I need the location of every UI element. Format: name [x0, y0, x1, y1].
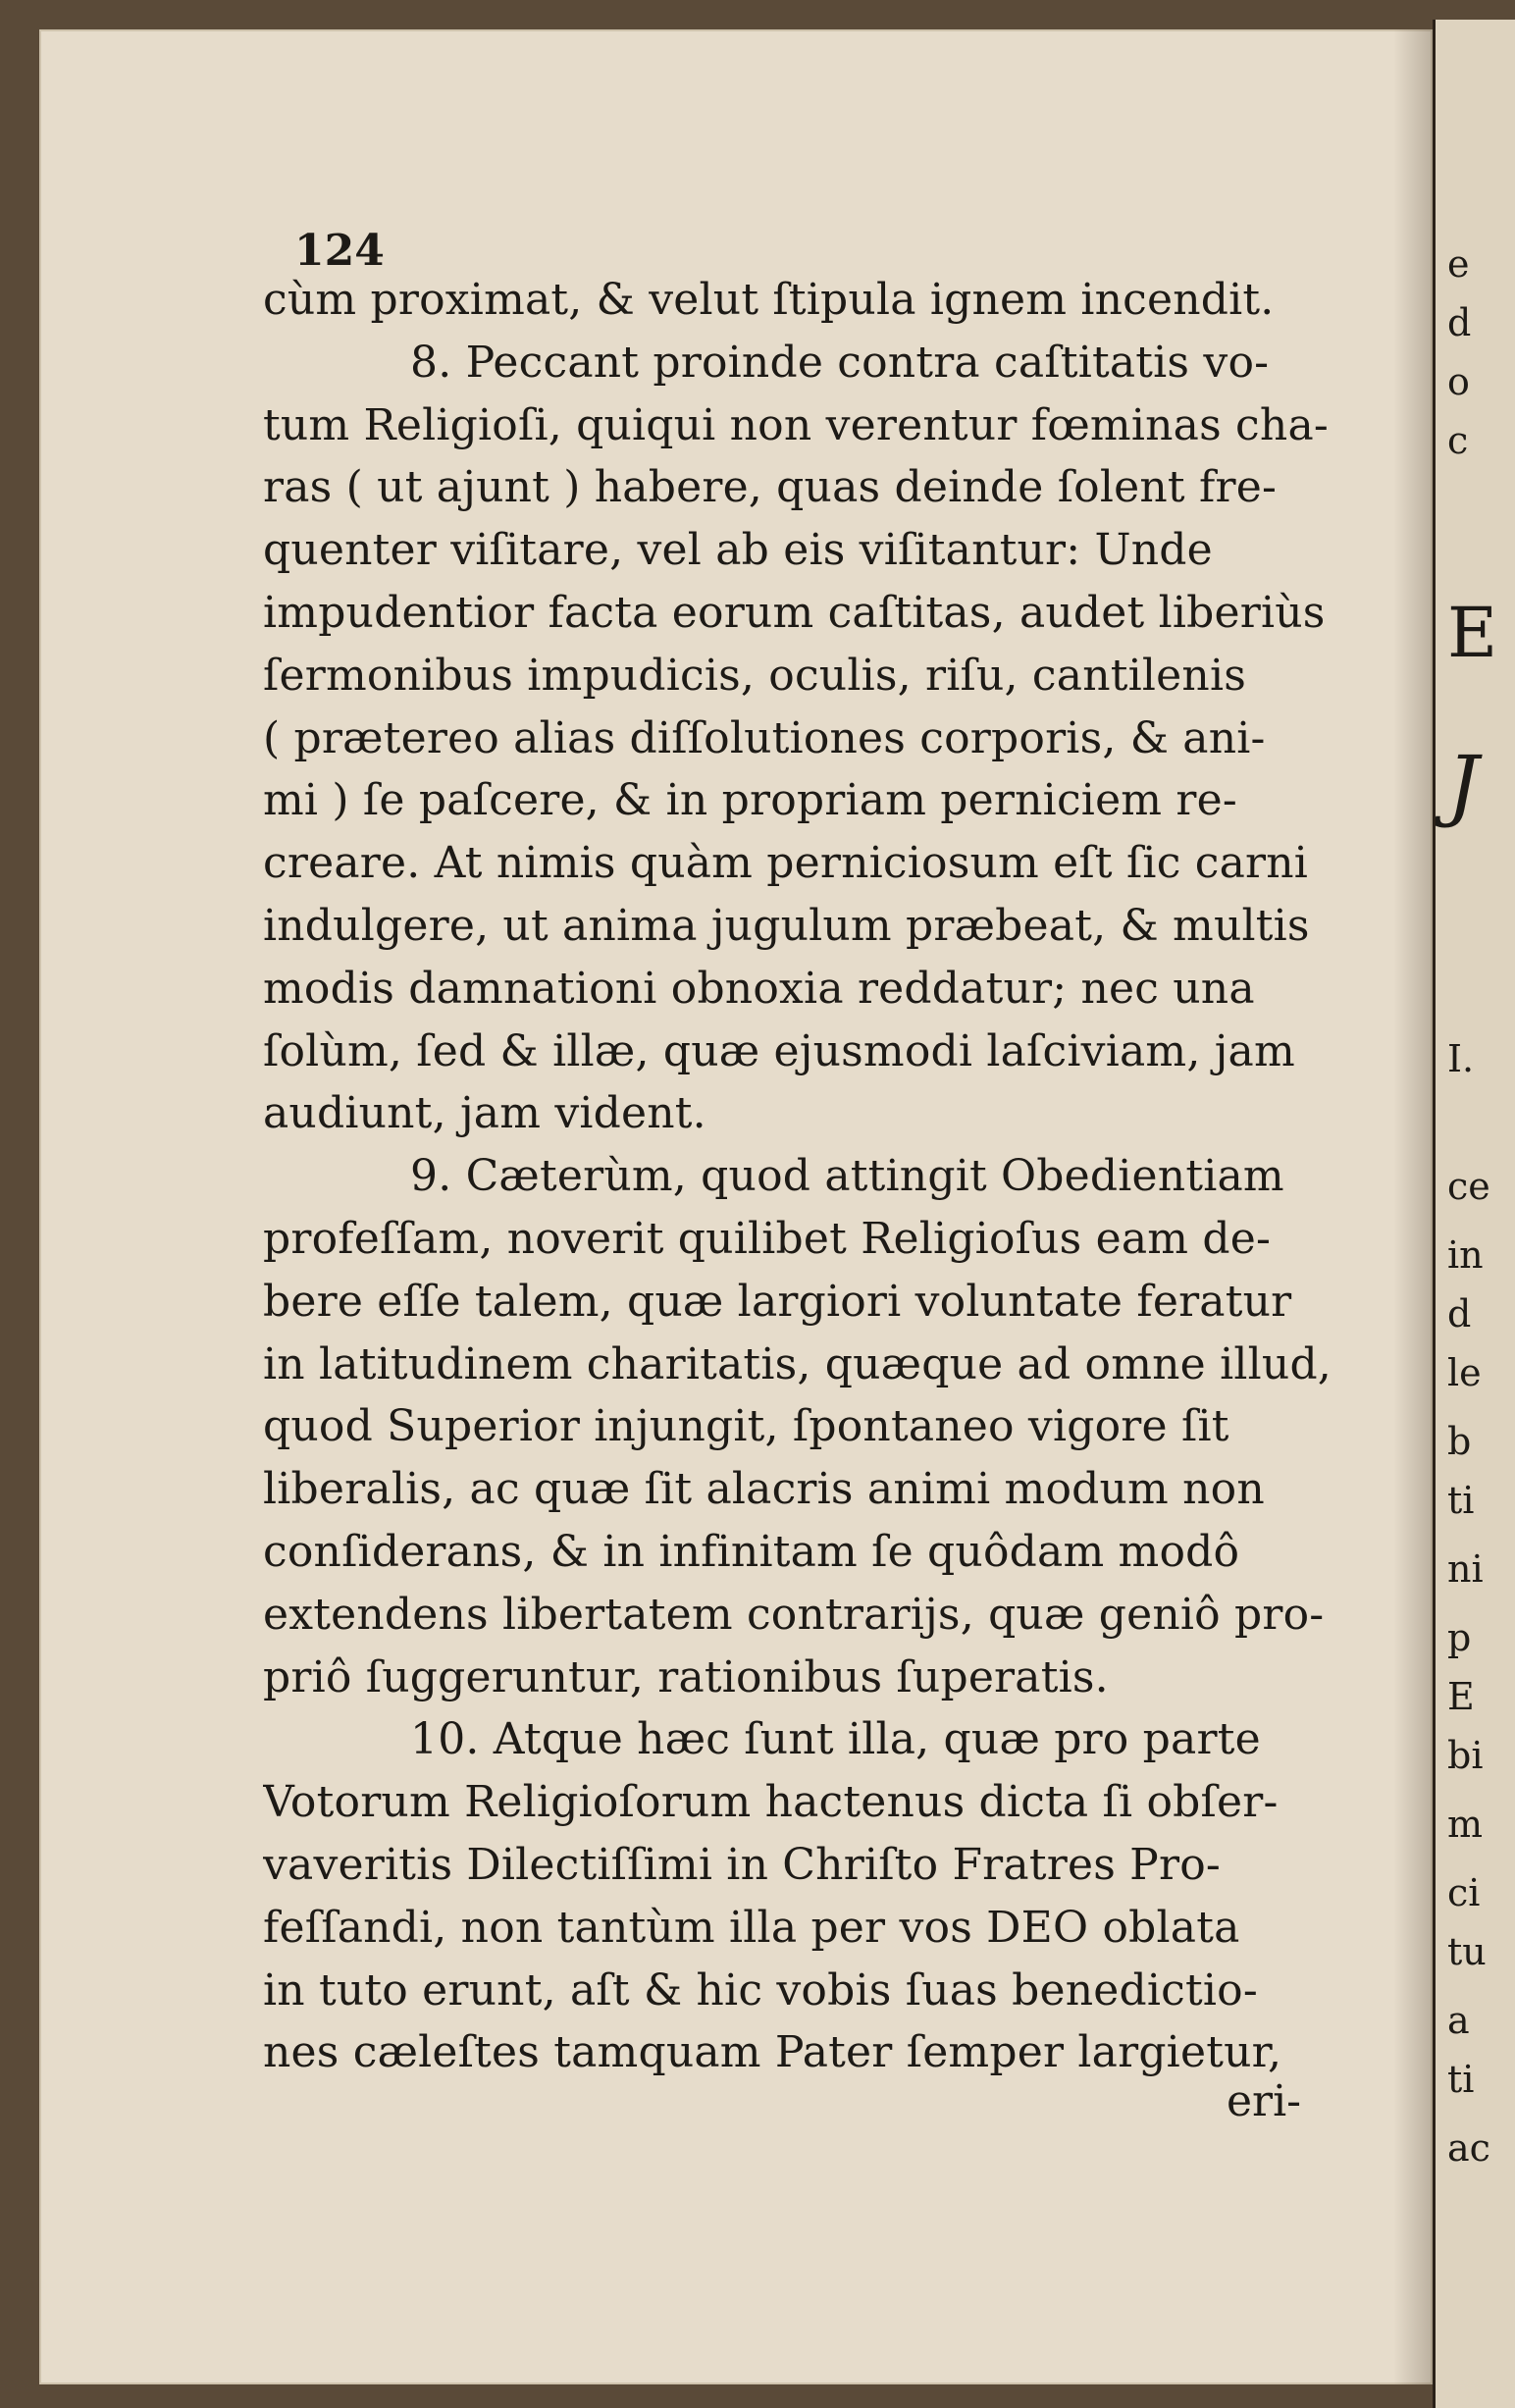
text-line: impudentior facta eorum caſtitas, audet liberiùs — [263, 587, 1326, 638]
text-line: quenter viſitare, vel ab eis viſitantur: Unde — [263, 525, 1213, 576]
text-line: nes cæleſtes tamquam Pater ſemper largietur, — [263, 2027, 1282, 2078]
text-line: in latitudinem charitatis, quæque ad omne illud, — [263, 1338, 1332, 1389]
facing-page-edge — [1433, 20, 1515, 2408]
facing-page-fragment: bi — [1447, 1734, 1484, 1777]
page-number: 124 — [294, 226, 385, 276]
facing-page-fragment: p — [1447, 1616, 1472, 1659]
text-line: conſiderans, & in infinitam ſe quôdam modô — [263, 1526, 1240, 1577]
facing-page-fragment: ni — [1447, 1547, 1484, 1591]
text-line: creare. At nimis quàm perniciosum eſt ſic carni — [263, 838, 1309, 889]
book-page — [39, 29, 1433, 2384]
facing-page-fragment: a — [1447, 1999, 1470, 2042]
text-line: tum Religioſi, quiqui non verentur fœminas cha- — [263, 399, 1329, 450]
text-line: vaveritis Dilectiſſimi in Chriſto Fratres Pro- — [263, 1839, 1221, 1890]
text-line: 9. Cæterùm, quod attingit Obedientiam — [410, 1151, 1284, 1202]
text-line: Votorum Religioſorum hactenus dicta ſi obſer- — [263, 1777, 1279, 1828]
text-line: mi ) ſe paſcere, & in propriam perniciem re- — [263, 775, 1237, 826]
text-block — [263, 269, 1426, 2084]
text-line: liberalis, ac quæ ſit alacris animi modum non — [263, 1464, 1265, 1515]
text-line: priô ſuggeruntur, rationibus ſuperatis. — [263, 1651, 1109, 1702]
facing-page-fragment: J — [1447, 739, 1480, 830]
text-line: ſolùm, ſed & illæ, quæ ejusmodi laſciviam, jam — [263, 1025, 1295, 1076]
facing-page-fragment: le — [1447, 1351, 1482, 1394]
text-line: modis damnationi obnoxia reddatur; nec una — [263, 963, 1255, 1014]
text-line: ſermonibus impudicis, oculis, riſu, cantilenis — [263, 650, 1246, 701]
facing-page-fragment: E — [1447, 1675, 1475, 1718]
text-line: indulgere, ut anima jugulum præbeat, & multis — [263, 900, 1310, 951]
facing-page-fragment: ti — [1447, 1479, 1475, 1522]
text-line: quod Superior injungit, ſpontaneo vigore ſit — [263, 1401, 1229, 1452]
facing-page-fragment: in — [1447, 1233, 1484, 1277]
text-line: in tuto erunt, aſt & hic vobis ſuas benedictio- — [263, 1964, 1258, 2015]
text-line: extendens libertatem contrarijs, quæ geniô pro- — [263, 1589, 1325, 1640]
text-line: profeſſam, noverit quilibet Religioſus eam de- — [263, 1213, 1272, 1264]
facing-page-fragment: c — [1447, 419, 1469, 462]
facing-page-fragment: m — [1447, 1803, 1484, 1846]
text-line: 10. Atque hæc ſunt illa, quæ pro parte — [410, 1714, 1261, 1765]
facing-page-fragment: e — [1447, 242, 1470, 286]
text-line: audiunt, jam vident. — [263, 1088, 706, 1139]
text-line: bere eſſe talem, quæ largiori voluntate feratur — [263, 1276, 1292, 1327]
facing-page-fragment: ac — [1447, 2126, 1490, 2170]
facing-page-fragment: o — [1447, 360, 1470, 403]
text-line: cùm proximat, & velut ſtipula ignem incendit. — [263, 275, 1275, 325]
facing-page-fragment: tu — [1447, 1930, 1487, 1973]
text-line: ras ( ut ajunt ) habere, quas deinde ſolent fre- — [263, 462, 1278, 513]
facing-page-fragment: d — [1447, 1292, 1472, 1335]
catchword: eri- — [1227, 2076, 1302, 2126]
facing-page-fragment: I. — [1447, 1037, 1475, 1080]
facing-page-fragment: d — [1447, 301, 1472, 344]
facing-page-fragment: ci — [1447, 1871, 1481, 1914]
facing-page-fragment: ti — [1447, 2058, 1475, 2101]
facing-page-fragment: ce — [1447, 1165, 1490, 1208]
text-line: 8. Peccant proinde contra caſtitatis vo- — [410, 337, 1270, 388]
text-line: ( prætereo alias diſſolutiones corporis, & ani- — [263, 712, 1266, 763]
facing-page-fragment: E — [1447, 593, 1498, 673]
facing-page-fragment: b — [1447, 1420, 1472, 1463]
text-line: feſſandi, non tantùm illa per vos DEO oblata — [263, 1902, 1240, 1953]
